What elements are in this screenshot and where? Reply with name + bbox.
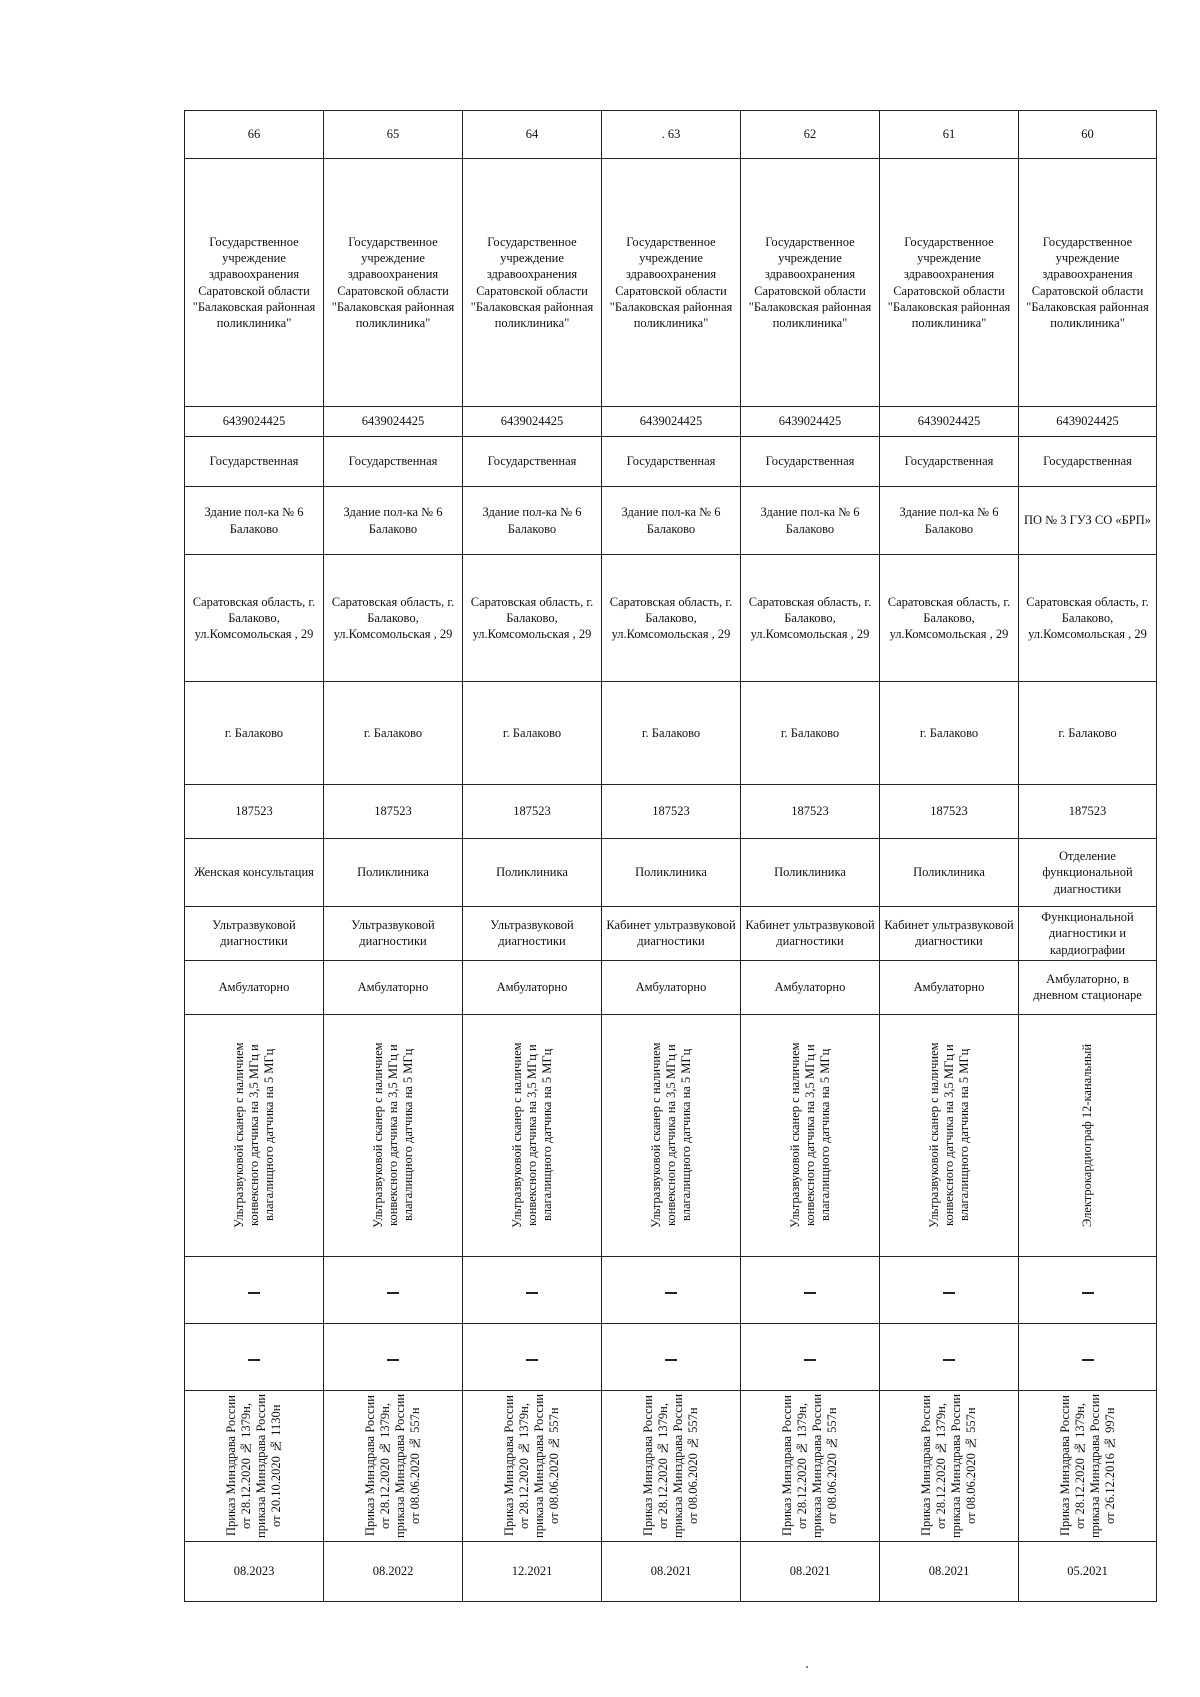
quantity-b-cell	[185, 1323, 324, 1390]
ownership-form-cell: Государственная	[880, 437, 1019, 487]
quantity-a-cell	[185, 1256, 324, 1323]
conditions-cell: Амбулаторно, в дневном стационаре	[1019, 960, 1157, 1014]
building-name-cell: Здание пол-ка № 6 Балаково	[324, 487, 463, 555]
code-cell: 187523	[602, 785, 741, 839]
quantity-b-cell	[324, 1323, 463, 1390]
division-cell: Поликлиника	[602, 839, 741, 907]
quantity-mark	[665, 1292, 677, 1294]
regulation-document-text: Приказ Минздрава России от 28.12.2020 № 1379н, приказа Минздрава России от 08.06.2020 № 557н	[919, 1393, 978, 1538]
table-row	[185, 407, 1157, 437]
building-name-cell: Здание пол-ка № 6 Балаково	[602, 487, 741, 555]
organization-name-cell: Государственное учреждение здравоохранения Саратовской области "Балаковская районная поликлиника"	[463, 159, 602, 407]
department-cell: Ультразвуковой диагностики	[324, 907, 463, 961]
regulation-document-cell	[185, 1390, 324, 1541]
organization-name-cell: Государственное учреждение здравоохранения Саратовской области "Балаковская районная поликлиника"	[741, 159, 880, 407]
regulation-document-cell	[602, 1390, 741, 1541]
regulation-document-text: Приказ Минздрава России от 28.12.2020 № 1379н, приказа Минздрава России от 08.06.2020 № 557н	[641, 1393, 700, 1538]
quantity-b-cell	[463, 1323, 602, 1390]
quantity-mark	[526, 1359, 538, 1361]
organization-name-cell: Государственное учреждение здравоохранения Саратовской области "Балаковская районная поликлиника"	[880, 159, 1019, 407]
regulation-document-text: Приказ Минздрава России от 28.12.2020 № 1379н, приказа Минздрава России от 26.12.2016 № 997н	[1057, 1393, 1117, 1538]
regulation-document-cell	[1019, 1390, 1157, 1541]
table-row	[185, 111, 1157, 159]
conditions-cell: Амбулаторно	[185, 960, 324, 1014]
regulation-document-text: Приказ Минздрава России от 28.12.2020 № 1379н, приказа Минздрава России от 08.06.2020 № 557н	[363, 1393, 422, 1538]
quantity-mark	[804, 1292, 816, 1294]
date-cell: 08.2023	[185, 1541, 324, 1601]
quantity-mark	[526, 1292, 538, 1294]
inn-cell: 6439024425	[741, 407, 880, 437]
code-cell: 187523	[741, 785, 880, 839]
ownership-form-cell: Государственная	[602, 437, 741, 487]
address-cell: Саратовская область, г. Балаково, ул.Комсомольская , 29	[741, 555, 880, 682]
building-name-cell: Здание пол-ка № 6 Балаково	[880, 487, 1019, 555]
department-cell: Кабинет ультразвуковой диагностики	[880, 907, 1019, 961]
ownership-form-cell: Государственная	[463, 437, 602, 487]
address-cell: Саратовская область, г. Балаково, ул.Комсомольская , 29	[324, 555, 463, 682]
address-cell: Саратовская область, г. Балаково, ул.Комсомольская , 29	[463, 555, 602, 682]
organization-name-cell: Государственное учреждение здравоохранения Саратовской области "Балаковская районная поликлиника"	[324, 159, 463, 407]
division-cell: Отделение функциональной диагностики	[1019, 839, 1157, 907]
division-cell: Поликлиника	[880, 839, 1019, 907]
record-number-cell: 65	[324, 111, 463, 159]
code-cell: 187523	[1019, 785, 1157, 839]
table-row	[185, 487, 1157, 555]
equipment-name-text: Ультразвуковой сканер с наличием конвексного датчика на 3,5 МГц и влагалищного датчика на 5 МГц	[926, 1042, 971, 1229]
address-cell: Саратовская область, г. Балаково, ул.Комсомольская , 29	[880, 555, 1019, 682]
building-name-cell: Здание пол-ка № 6 Балаково	[463, 487, 602, 555]
quantity-a-cell	[602, 1256, 741, 1323]
building-name-cell: Здание пол-ка № 6 Балаково	[741, 487, 880, 555]
department-cell: Ультразвуковой диагностики	[185, 907, 324, 961]
city-cell: г. Балаково	[880, 682, 1019, 785]
quantity-mark	[665, 1359, 677, 1361]
equipment-name-text: Ультразвуковой сканер с наличием конвексного датчика на 3,5 МГц и влагалищного датчика на 5 МГц	[787, 1042, 832, 1229]
organization-name-cell: Государственное учреждение здравоохранения Саратовской области "Балаковская районная поликлиника"	[185, 159, 324, 407]
city-cell: г. Балаково	[1019, 682, 1157, 785]
quantity-a-cell	[1019, 1256, 1157, 1323]
date-cell: 08.2021	[741, 1541, 880, 1601]
division-cell: Поликлиника	[741, 839, 880, 907]
equipment-name-cell	[463, 1014, 602, 1256]
inn-cell: 6439024425	[324, 407, 463, 437]
ownership-form-cell: Государственная	[324, 437, 463, 487]
conditions-cell: Амбулаторно	[463, 960, 602, 1014]
table-row	[185, 555, 1157, 682]
regulation-document-cell	[741, 1390, 880, 1541]
city-cell: г. Балаково	[185, 682, 324, 785]
organization-name-cell: Государственное учреждение здравоохранения Саратовской области "Балаковская районная поликлиника"	[602, 159, 741, 407]
inn-cell: 6439024425	[880, 407, 1019, 437]
regulation-document-cell	[463, 1390, 602, 1541]
ownership-form-cell: Государственная	[741, 437, 880, 487]
quantity-b-cell	[741, 1323, 880, 1390]
city-cell: г. Балаково	[324, 682, 463, 785]
regulation-document-cell	[324, 1390, 463, 1541]
conditions-cell: Амбулаторно	[880, 960, 1019, 1014]
equipment-name-cell	[602, 1014, 741, 1256]
building-name-cell: ПО № 3 ГУЗ СО «БРП»	[1019, 487, 1157, 555]
table-row	[185, 785, 1157, 839]
quantity-mark	[387, 1359, 399, 1361]
date-cell: 05.2021	[1019, 1541, 1157, 1601]
table-row	[185, 159, 1157, 407]
record-number-cell: 64	[463, 111, 602, 159]
quantity-a-cell	[880, 1256, 1019, 1323]
address-cell: Саратовская область, г. Балаково, ул.Комсомольская , 29	[1019, 555, 1157, 682]
city-cell: г. Балаково	[463, 682, 602, 785]
table-row	[185, 960, 1157, 1014]
quantity-mark	[248, 1292, 260, 1294]
inn-cell: 6439024425	[185, 407, 324, 437]
quantity-mark	[248, 1359, 260, 1361]
equipment-name-cell	[880, 1014, 1019, 1256]
quantity-a-cell	[463, 1256, 602, 1323]
inn-cell: 6439024425	[463, 407, 602, 437]
department-cell: Ультразвуковой диагностики	[463, 907, 602, 961]
inn-cell: 6439024425	[602, 407, 741, 437]
address-cell: Саратовская область, г. Балаково, ул.Комсомольская , 29	[185, 555, 324, 682]
table-row	[185, 682, 1157, 785]
ownership-form-cell: Государственная	[185, 437, 324, 487]
building-name-cell: Здание пол-ка № 6 Балаково	[185, 487, 324, 555]
equipment-name-text: Ультразвуковой сканер с наличием конвексного датчика на 3,5 МГц и влагалищного датчика на 5 МГц	[370, 1042, 415, 1229]
date-cell: 12.2021	[463, 1541, 602, 1601]
quantity-mark	[943, 1359, 955, 1361]
regulation-document-text: Приказ Минздрава России от 28.12.2020 № 1379н, приказа Минздрава России от 20.10.2020 № 1130н	[224, 1393, 283, 1538]
address-cell: Саратовская область, г. Балаково, ул.Комсомольская , 29	[602, 555, 741, 682]
equipment-name-cell	[741, 1014, 880, 1256]
record-number-cell: . 63	[602, 111, 741, 159]
table-row	[185, 907, 1157, 961]
department-cell: Функциональной диагностики и кардиографии	[1019, 907, 1157, 961]
table-row	[185, 437, 1157, 487]
equipment-name-cell	[324, 1014, 463, 1256]
conditions-cell: Амбулаторно	[324, 960, 463, 1014]
equipment-name-text: Электрокардиограф 12-канальный	[1080, 1043, 1094, 1227]
table-row	[185, 1014, 1157, 1256]
record-number-cell: 66	[185, 111, 324, 159]
equipment-name-text: Ультразвуковой сканер с наличием конвексного датчика на 3,5 МГц и влагалищного датчика на 5 МГц	[509, 1042, 554, 1229]
division-cell: Поликлиника	[324, 839, 463, 907]
conditions-cell: Амбулаторно	[602, 960, 741, 1014]
record-number-cell: 60	[1019, 111, 1157, 159]
record-number-cell: 61	[880, 111, 1019, 159]
quantity-b-cell	[1019, 1323, 1157, 1390]
inn-cell: 6439024425	[1019, 407, 1157, 437]
division-cell: Женская консультация	[185, 839, 324, 907]
department-cell: Кабинет ультразвуковой диагностики	[602, 907, 741, 961]
scan-speck	[806, 1666, 808, 1668]
quantity-b-cell	[880, 1323, 1019, 1390]
equipment-name-text: Ультразвуковой сканер с наличием конвексного датчика на 3,5 МГц и влагалищного датчика на 5 МГц	[648, 1042, 693, 1229]
equipment-name-text: Ультразвуковой сканер с наличием конвексного датчика на 3,5 МГц и влагалищного датчика на 5 МГц	[231, 1042, 276, 1229]
document-sheet	[184, 110, 1157, 1602]
regulation-document-text: Приказ Минздрава России от 28.12.2020 № 1379н, приказа Минздрава России от 08.06.2020 № 557н	[502, 1393, 561, 1538]
quantity-mark	[1082, 1292, 1094, 1294]
date-cell: 08.2021	[602, 1541, 741, 1601]
equipment-name-cell	[1019, 1014, 1157, 1256]
organization-name-cell: Государственное учреждение здравоохранения Саратовской области "Балаковская районная поликлиника"	[1019, 159, 1157, 407]
quantity-mark	[1082, 1359, 1094, 1361]
table-row	[185, 1323, 1157, 1390]
quantity-a-cell	[324, 1256, 463, 1323]
record-number-cell: 62	[741, 111, 880, 159]
code-cell: 187523	[880, 785, 1019, 839]
conditions-cell: Амбулаторно	[741, 960, 880, 1014]
table-row	[185, 1256, 1157, 1323]
equipment-table	[184, 110, 1157, 1602]
ownership-form-cell: Государственная	[1019, 437, 1157, 487]
table-row	[185, 839, 1157, 907]
city-cell: г. Балаково	[602, 682, 741, 785]
quantity-b-cell	[602, 1323, 741, 1390]
date-cell: 08.2021	[880, 1541, 1019, 1601]
code-cell: 187523	[463, 785, 602, 839]
regulation-document-cell	[880, 1390, 1019, 1541]
regulation-document-text: Приказ Минздрава России от 28.12.2020 № 1379н, приказа Минздрава России от 08.06.2020 № 557н	[780, 1393, 839, 1538]
code-cell: 187523	[185, 785, 324, 839]
table-row	[185, 1541, 1157, 1601]
quantity-a-cell	[741, 1256, 880, 1323]
city-cell: г. Балаково	[741, 682, 880, 785]
division-cell: Поликлиника	[463, 839, 602, 907]
quantity-mark	[387, 1292, 399, 1294]
department-cell: Кабинет ультразвуковой диагностики	[741, 907, 880, 961]
equipment-name-cell	[185, 1014, 324, 1256]
quantity-mark	[804, 1359, 816, 1361]
code-cell: 187523	[324, 785, 463, 839]
table-row	[185, 1390, 1157, 1541]
date-cell: 08.2022	[324, 1541, 463, 1601]
quantity-mark	[943, 1292, 955, 1294]
